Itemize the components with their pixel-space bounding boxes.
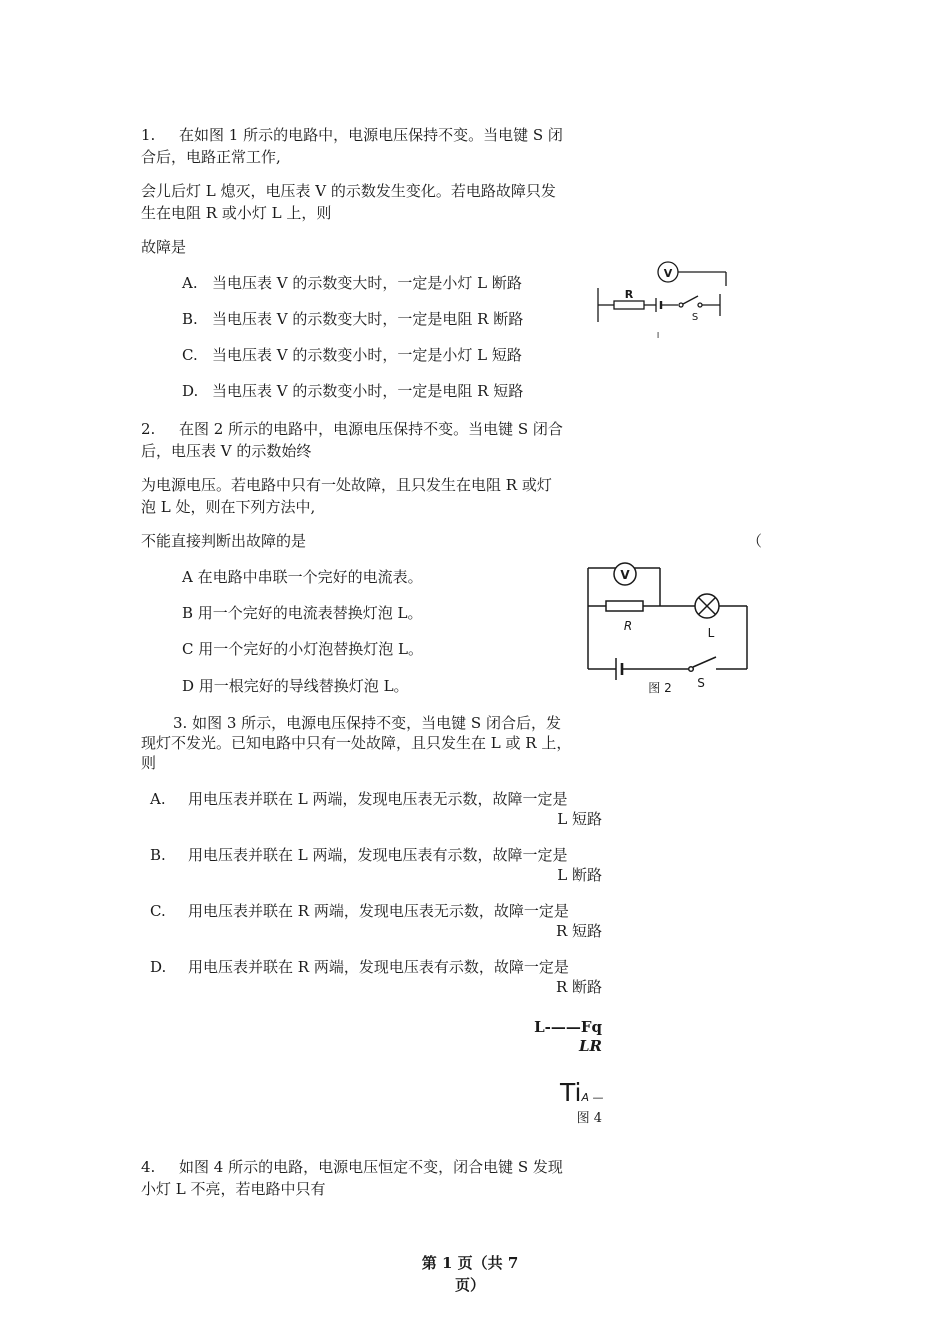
q3-option-c[interactable]: C. 用电压表并联在 R 两端，发现电压表无示数，故障一定是 R 短路 — [150, 902, 602, 940]
fig2-resistor-label: R — [623, 619, 633, 633]
q2-number: 2. — [141, 420, 156, 438]
q1-number: 1. — [141, 126, 156, 144]
q1-option-d[interactable]: D. 当电压表 V 的示数变小时，一定是电阻 R 短路 — [182, 382, 524, 400]
q2-option-c[interactable]: C 用一个完好的小灯泡替换灯泡 L。 — [182, 640, 423, 658]
q1-stem-line4: 生在电阻 R 或小灯 L 上，则 — [141, 204, 332, 222]
q4-stem-line2: 小灯 L 不亮，若电路中只有 — [141, 1180, 326, 1198]
fig2-switch-label: S — [697, 676, 705, 690]
fig2-voltmeter-label: V — [620, 568, 630, 582]
fig4-caption: 图 4 — [576, 1111, 602, 1126]
page-footer — [395, 1252, 545, 1296]
q1-option-a[interactable]: A. 当电压表 V 的示数变大时，一定是小灯 L 断路 — [182, 274, 522, 292]
q2-option-a[interactable]: A 在电路中串联一个完好的电流表。 — [182, 568, 423, 586]
q1-stem-line2: 合后，电路正常工作, — [141, 148, 281, 166]
page-footer-line1: 第 1 页（共 7 — [421, 1254, 519, 1272]
q2-option-b[interactable]: B 用一个完好的电流表替换灯泡 L。 — [182, 604, 423, 622]
q2-text-line1: 在图 2 所示的电路中，电源电压保持不变。当电键 S 闭合 — [179, 420, 563, 438]
q3-option-a[interactable]: A. 用电压表并联在 L 两端，发现电压表无示数，故障一定是 L 短路 — [150, 790, 602, 828]
page-footer-line2: 页） — [454, 1276, 485, 1294]
fig4-fragment-line2: LR — [578, 1037, 602, 1055]
fig2-caption: 图 2 — [648, 681, 672, 695]
q3-option-b[interactable]: B. 用电压表并联在 L 两端，发现电压表有示数，故障一定是 L 断路 — [150, 846, 602, 884]
q3-stem-line2: 现灯不发光。已知电路中只有一处故障，且只发生在 L 或 R 上， — [141, 734, 572, 752]
q1-stem-line3: 会儿后灯 L 熄灭，电压表 V 的示数发生变化。若电路故障只发 — [141, 182, 556, 200]
q1-stem-line5: 故障是 — [141, 238, 187, 256]
q2-stem-line1 — [141, 418, 611, 440]
q1-option-c[interactable]: C. 当电压表 V 的示数变小时，一定是小灯 L 短路 — [182, 346, 522, 364]
q1-text-line1: 在如图 1 所示的电路中，电源电压保持不变。当电键 S 闭 — [179, 126, 563, 144]
figure-2-circuit — [580, 552, 755, 700]
q1-stem-line1 — [141, 124, 611, 146]
fig4-fragment-symbol: TiA — — [560, 1078, 604, 1107]
q2-option-d[interactable]: D 用一根完好的导线替换灯泡 L。 — [182, 677, 409, 695]
q4-stem-line1 — [141, 1156, 611, 1178]
q2-stem-line4: 泡 L 处，则在下列方法中, — [141, 498, 316, 516]
fig2-lamp-label: L — [707, 626, 715, 640]
fig1-stray-mark: I — [656, 331, 660, 340]
q2-stem-line5: 不能直接判断出故障的是 — [141, 532, 307, 550]
q3-stem-line1: 3. 如图 3 所示，电源电压保持不变，当电键 S 闭合后，发 — [173, 714, 561, 732]
q1-option-b[interactable]: B. 当电压表 V 的示数变大时，一定是电阻 R 断路 — [182, 310, 524, 328]
fig1-resistor-label: R — [624, 288, 634, 301]
fig4-fragment-line1: L-——Fq — [534, 1018, 602, 1036]
q3-option-d[interactable]: D. 用电压表并联在 R 两端，发现电压表有示数，故障一定是 R 断路 — [150, 958, 602, 996]
q3-stem-line3: 则 — [141, 754, 157, 772]
q4-text-line1: 如图 4 所示的电路，电源电压恒定不变，闭合电键 S 发现 — [179, 1158, 563, 1176]
q2-stem-line2: 后，电压表 V 的示数始终 — [141, 442, 312, 460]
q2-answer-paren: （ — [747, 532, 763, 550]
q4-number: 4. — [141, 1158, 156, 1176]
figure-1-circuit — [592, 258, 737, 342]
fig1-switch-label: S — [691, 312, 699, 323]
fig1-voltmeter-label: V — [663, 267, 673, 280]
q2-stem-line3: 为电源电压。若电路中只有一处故障，且只发生在电阻 R 或灯 — [141, 476, 552, 494]
